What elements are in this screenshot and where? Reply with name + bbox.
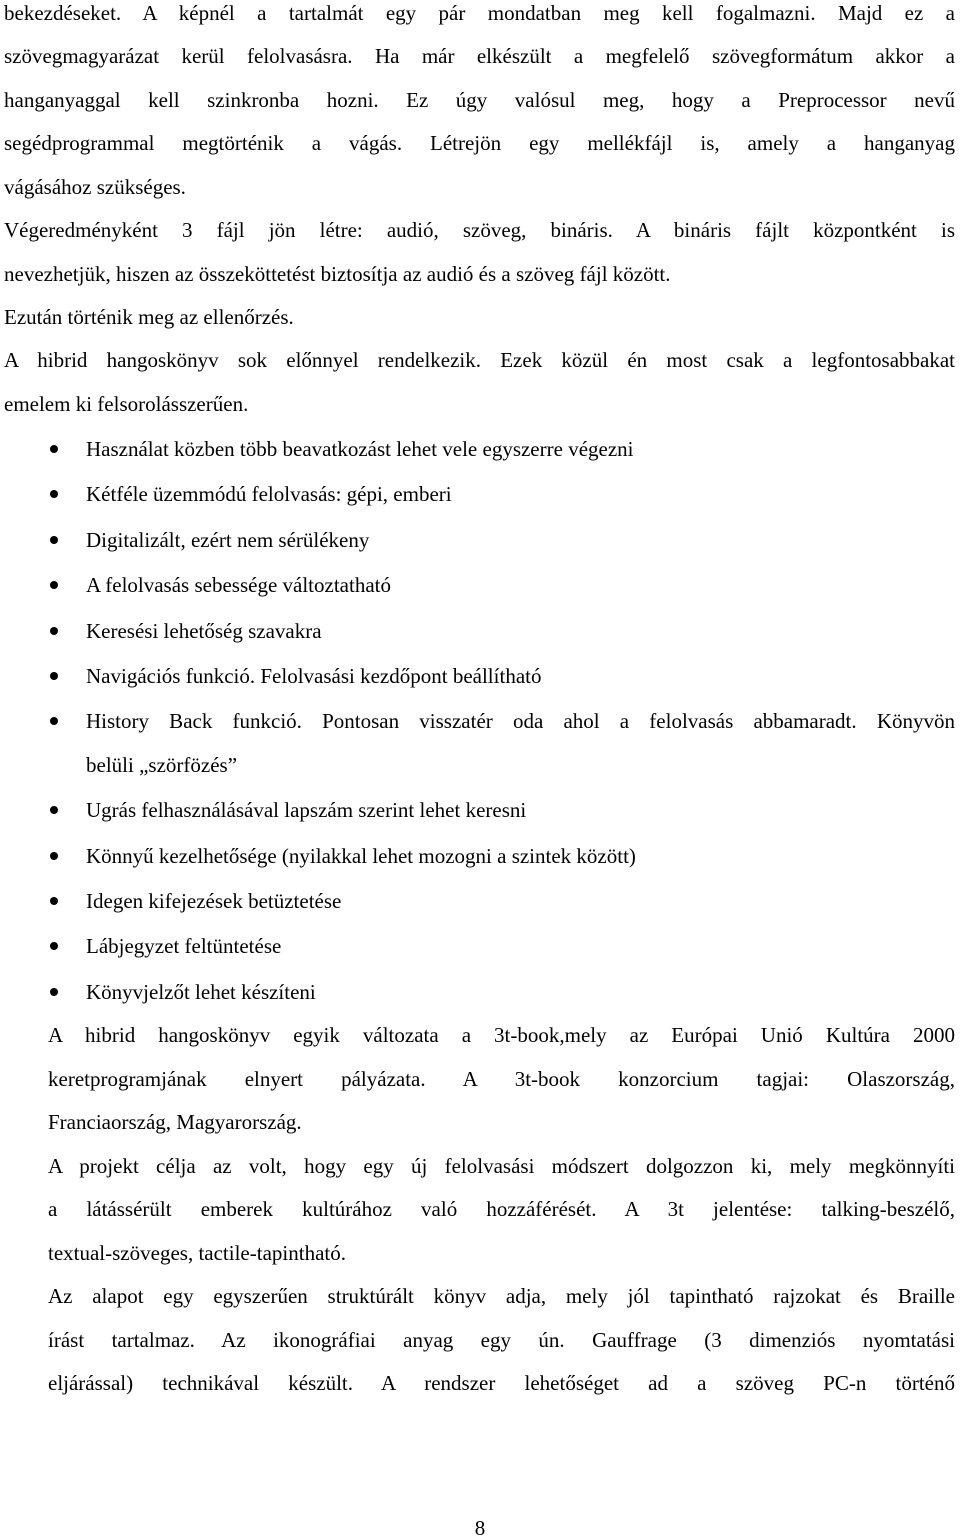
bullet-icon [50, 852, 58, 860]
list-item: Idegen kifejezések betüztetése [86, 889, 342, 913]
text-line: A projekt célja az volt, hogy egy új felolvasási módszert dolgozzon ki, mely megkönnyíti [48, 1154, 955, 1178]
list-item: Keresési lehetőség szavakra [86, 619, 322, 643]
text-line: segédprogrammal megtörténik a vágás. Létrejön egy mellékfájl is, amely a hanganyag [4, 131, 955, 155]
list-item-continuation: belüli „szörfözés” [86, 753, 238, 777]
text-line: keretprogramjának elnyert pályázata. A 3t-book konzorcium tagjai: Olaszország, [48, 1067, 955, 1091]
text-line: eljárással) technikával készült. A rendszer lehetőséget ad a szöveg PC-n történő [48, 1371, 955, 1395]
list-item: Lábjegyzet feltüntetése [86, 934, 282, 958]
bullet-icon [50, 581, 58, 589]
bullet-icon [50, 717, 58, 725]
bullet-icon [50, 897, 58, 905]
bullet-icon [50, 536, 58, 544]
bullet-icon [50, 988, 58, 996]
text-line: emelem ki felsorolásszerűen. [4, 392, 249, 416]
text-line: Az alapot egy egyszerűen struktúrált könyv adja, mely jól tapintható rajzokat és Braille [48, 1284, 955, 1308]
list-item: Könyvjelzőt lehet készíteni [86, 980, 316, 1004]
text-line: hanganyaggal kell szinkronba hozni. Ez úgy valósul meg, hogy a Preprocessor nevű [4, 88, 955, 112]
text-line: A hibrid hangoskönyv sok előnnyel rendelkezik. Ezek közül én most csak a legfontosabbakat [4, 348, 955, 372]
text-line: A hibrid hangoskönyv egyik változata a 3t-book,mely az Európai Unió Kultúra 2000 [48, 1023, 955, 1047]
bullet-icon [50, 490, 58, 498]
list-item: Használat közben több beavatkozást lehet vele egyszerre végezni [86, 437, 634, 461]
bullet-icon [50, 445, 58, 453]
text-line: írást tartalmaz. Az ikonográfiai anyag egy ún. Gauffrage (3 dimenziós nyomtatási [48, 1328, 955, 1352]
list-item: History Back funkció. Pontosan visszatér oda ahol a felolvasás abbamaradt. Könyvön [86, 709, 955, 733]
text-line: Ezután történik meg az ellenőrzés. [4, 305, 294, 329]
list-item: A felolvasás sebessége változtatható [86, 573, 391, 597]
text-line: nevezhetjük, hiszen az összeköttetést biztosítja az audió és a szöveg fájl között. [4, 262, 671, 286]
text-line: Franciaország, Magyarország. [48, 1110, 302, 1134]
bullet-icon [50, 672, 58, 680]
bullet-icon [50, 627, 58, 635]
list-item: Könnyű kezelhetősége (nyilakkal lehet mozogni a szintek között) [86, 844, 636, 868]
bullet-icon [50, 806, 58, 814]
list-item: Kétféle üzemmódú felolvasás: gépi, emberi [86, 482, 452, 506]
page-number: 8 [474, 1516, 486, 1540]
text-line: bekezdéseket. A képnél a tartalmát egy pár mondatban meg kell fogalmazni. Majd ez a [4, 1, 955, 25]
bullet-icon [50, 942, 58, 950]
list-item: Digitalizált, ezért nem sérülékeny [86, 528, 370, 552]
text-line: Végeredményként 3 fájl jön létre: audió, szöveg, bináris. A bináris fájlt központként is [4, 218, 955, 242]
text-line: a látássérült emberek kultúrához való hozzáférését. A 3t jelentése: talking-beszélő, [48, 1197, 955, 1221]
text-line: textual-szöveges, tactile-tapintható. [48, 1241, 346, 1265]
text-line: vágásához szükséges. [4, 175, 186, 199]
list-item: Navigációs funkció. Felolvasási kezdőpont beállítható [86, 664, 542, 688]
text-line: szövegmagyarázat kerül felolvasásra. Ha már elkészült a megfelelő szövegformátum akkor a [4, 44, 955, 68]
list-item: Ugrás felhasználásával lapszám szerint lehet keresni [86, 798, 527, 822]
